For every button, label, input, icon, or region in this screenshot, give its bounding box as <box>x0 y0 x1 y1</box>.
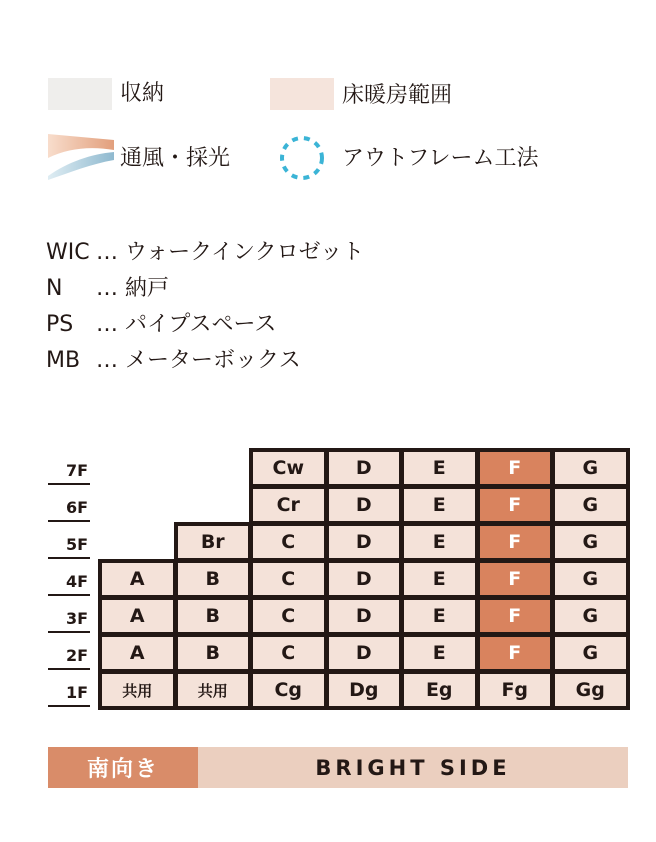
unit-cell <box>325 670 404 710</box>
unit-label: F <box>480 489 551 521</box>
unit-label: F <box>480 600 551 632</box>
unit-cell <box>325 596 404 636</box>
unit-label: D <box>329 452 400 484</box>
floor-label: 1F <box>65 683 88 702</box>
unit-cell <box>249 522 328 562</box>
floor-underline <box>48 520 90 522</box>
unit-cell <box>249 633 328 673</box>
unit-label: G <box>555 489 626 521</box>
unit-label: D <box>329 563 400 595</box>
unit-cell <box>174 633 253 673</box>
unit-label: Cw <box>253 452 324 484</box>
unit-cell <box>98 559 177 599</box>
unit-label: G <box>555 526 626 558</box>
unit-label: A <box>102 600 173 632</box>
unit-cell <box>400 522 479 562</box>
unit-cell <box>551 485 630 525</box>
floor-underline <box>48 557 90 559</box>
abbr-key: MB <box>46 348 81 373</box>
unit-cell <box>325 448 404 488</box>
unit-label: F <box>480 452 551 484</box>
unit-cell <box>400 559 479 599</box>
unit-cell <box>98 596 177 636</box>
unit-cell <box>174 596 253 636</box>
unit-cell <box>98 670 177 710</box>
unit-label: C <box>253 563 324 595</box>
unit-cell <box>476 559 555 599</box>
unit-cell <box>325 522 404 562</box>
unit-label: Gg <box>555 674 626 706</box>
unit-cell <box>400 448 479 488</box>
unit-label: C <box>253 637 324 669</box>
unit-label: D <box>329 526 400 558</box>
abbr-key: PS <box>46 312 74 337</box>
unit-label: G <box>555 600 626 632</box>
abbr-text: … メーターボックス <box>96 348 301 373</box>
floor-underline <box>48 631 90 633</box>
south-facing-label: 南向き <box>48 747 198 788</box>
unit-label: B <box>178 600 249 632</box>
unit-label: E <box>404 600 475 632</box>
floor-underline <box>48 668 90 670</box>
unit-label: C <box>253 600 324 632</box>
unit-cell <box>400 670 479 710</box>
unit-cell <box>551 596 630 636</box>
floor-label: 2F <box>65 646 88 665</box>
unit-cell <box>476 633 555 673</box>
floor-label: 6F <box>65 498 88 517</box>
unit-cell <box>249 485 328 525</box>
unit-label: G <box>555 452 626 484</box>
unit-cell <box>551 559 630 599</box>
unit-cell <box>174 670 253 710</box>
legend-label-floor-heating: 床暖房範囲 <box>342 83 453 108</box>
unit-label: Cg <box>253 674 324 706</box>
unit-label: Fg <box>480 674 551 706</box>
floor-label: 4F <box>65 572 88 591</box>
unit-cell <box>325 633 404 673</box>
unit-label: Dg <box>329 674 400 706</box>
abbr-text: … パイプスペース <box>96 312 277 337</box>
unit-cell <box>400 485 479 525</box>
floor-label: 5F <box>65 535 88 554</box>
unit-label: G <box>555 563 626 595</box>
abbr-key: WIC <box>46 240 90 265</box>
unit-label: B <box>178 563 249 595</box>
unit-label: A <box>102 563 173 595</box>
floor-underline <box>48 594 90 596</box>
abbr-text: … ウォークインクロゼット <box>96 240 365 265</box>
unit-label: E <box>404 526 475 558</box>
unit-label: B <box>178 637 249 669</box>
unit-label: F <box>480 637 551 669</box>
unit-cell <box>400 633 479 673</box>
unit-label: E <box>404 489 475 521</box>
unit-cell <box>551 522 630 562</box>
unit-label: G <box>555 637 626 669</box>
unit-label: E <box>404 452 475 484</box>
abbr-key: N <box>46 276 63 301</box>
unit-label: D <box>329 637 400 669</box>
unit-cell <box>325 559 404 599</box>
unit-cell <box>249 670 328 710</box>
unit-cell <box>98 633 177 673</box>
floor-underline <box>48 705 90 707</box>
unit-label: A <box>102 637 173 669</box>
unit-cell <box>174 559 253 599</box>
unit-label: 共用 <box>178 674 249 706</box>
legend-label-storage: 収納 <box>120 81 165 106</box>
unit-label: D <box>329 600 400 632</box>
unit-cell <box>174 522 253 562</box>
floor-underline <box>48 483 90 485</box>
floor-label: 7F <box>65 461 88 480</box>
unit-label: C <box>253 526 324 558</box>
unit-cell <box>325 485 404 525</box>
unit-cell <box>249 448 328 488</box>
unit-label: E <box>404 563 475 595</box>
unit-cell <box>476 670 555 710</box>
unit-cell <box>551 448 630 488</box>
unit-label: Br <box>178 526 249 558</box>
unit-label: Cr <box>253 489 324 521</box>
unit-cell <box>551 670 630 710</box>
legend-label-outframe: アウトフレーム工法 <box>342 146 539 171</box>
unit-cell <box>476 485 555 525</box>
unit-cell <box>400 596 479 636</box>
unit-cell <box>551 633 630 673</box>
floor-label: 3F <box>65 609 88 628</box>
unit-cell <box>476 448 555 488</box>
legend-label-ventilation: 通風・採光 <box>120 146 231 171</box>
unit-label: F <box>480 526 551 558</box>
abbr-text: … 納戸 <box>96 276 169 301</box>
unit-cell <box>476 596 555 636</box>
unit-label: D <box>329 489 400 521</box>
bright-side-label: BRIGHT SIDE <box>198 747 628 788</box>
unit-label: 共用 <box>102 674 173 706</box>
unit-cell <box>249 559 328 599</box>
unit-cell <box>249 596 328 636</box>
unit-label: E <box>404 637 475 669</box>
unit-label: F <box>480 563 551 595</box>
unit-label: Eg <box>404 674 475 706</box>
unit-cell <box>476 522 555 562</box>
